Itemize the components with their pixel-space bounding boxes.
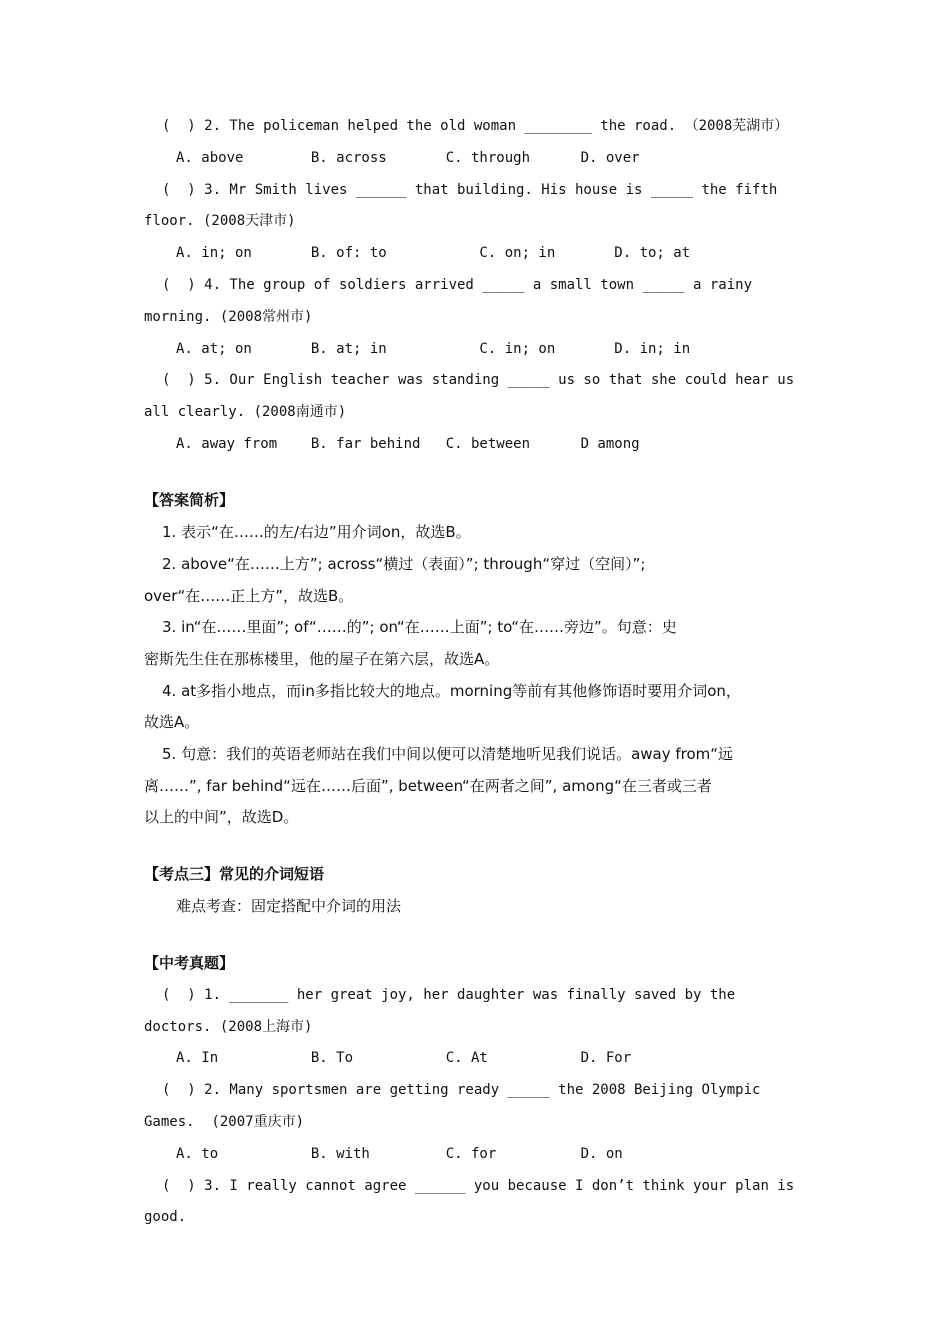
question-3: ( ) 3. Mr Smith lives ______ that building. His house is _____ the fifth — [162, 182, 778, 198]
section-subheading: 难点考查：固定搭配中介词的用法 — [176, 897, 402, 915]
zk-question-2-cont: Games. (2007重庆市) — [144, 1114, 305, 1130]
answer-line-5-cont: 离……”, far behind“远在……后面”, between“在两者之间”, among“在三者或三者 — [144, 777, 712, 795]
answer-line-2: 2. above“在……上方”; across“横过（表面）”; through“穿过（空间）”; — [162, 555, 646, 573]
answer-line-5: 5. 句意：我们的英语老师站在我们中间以便可以清楚地听见我们说话。away from“远 — [162, 745, 734, 763]
answer-line-3-cont: 密斯先生住在那栋楼里，他的屋子在第六层，故选A。 — [144, 650, 500, 668]
zk-question-3: ( ) 3. I really cannot agree ______ you because I don’t think your plan is — [162, 1178, 795, 1194]
question-3-options: A. in; on B. of: to C. on; in D. to; at — [176, 245, 691, 261]
zk-question-3-cont: good. — [144, 1209, 187, 1225]
question-2-options: A. above B. across C. through D. over — [176, 150, 640, 166]
zk-question-2: ( ) 2. Many sportsmen are getting ready _____ the 2008 Beijing Olympic — [162, 1082, 761, 1098]
answer-line-4-cont: 故选A。 — [144, 713, 200, 731]
question-5: ( ) 5. Our English teacher was standing _____ us so that she could hear us — [162, 372, 795, 388]
question-4-options: A. at; on B. at; in C. in; on D. in; in — [176, 341, 691, 357]
question-4: ( ) 4. The group of soldiers arrived _____ a small town _____ a rainy — [162, 277, 753, 293]
answers-heading: 【答案简析】 — [144, 491, 235, 509]
zk-question-2-options: A. to B. with C. for D. on — [176, 1146, 623, 1162]
answer-line-4: 4. at多指小地点，而in多指比较大的地点。morning等前有其他修饰语时要用介词on， — [162, 682, 741, 700]
question-4-cont: morning. (2008常州市) — [144, 309, 313, 325]
section-heading-kaodian: 【考点三】常见的介词短语 — [144, 865, 325, 883]
zk-question-1-options: A. In B. To C. At D. For — [176, 1050, 632, 1066]
zk-question-1-cont: doctors. (2008上海市) — [144, 1019, 313, 1035]
zk-question-1: ( ) 1. _______ her great joy, her daughter was finally saved by the — [162, 987, 736, 1003]
answer-line-2-cont: over“在……正上方”，故选B。 — [144, 587, 354, 605]
answer-line-5-cont2: 以上的中间”，故选D。 — [144, 808, 299, 826]
answer-line-3: 3. in“在……里面”; of“……的”; on“在……上面”; to“在……旁边”。句意：史 — [162, 618, 677, 636]
question-3-cont: floor. (2008天津市) — [144, 213, 296, 229]
zhongkao-heading: 【中考真题】 — [144, 954, 235, 972]
question-5-cont: all clearly. (2008南通市) — [144, 404, 347, 420]
answer-line-1: 1. 表示“在……的左/右边”用介词on，故选B。 — [162, 523, 471, 541]
question-2: ( ) 2. The policeman helped the old woman ________ the road. （2008芜湖市） — [162, 118, 789, 134]
question-5-options: A. away from B. far behind C. between D among — [176, 436, 640, 452]
